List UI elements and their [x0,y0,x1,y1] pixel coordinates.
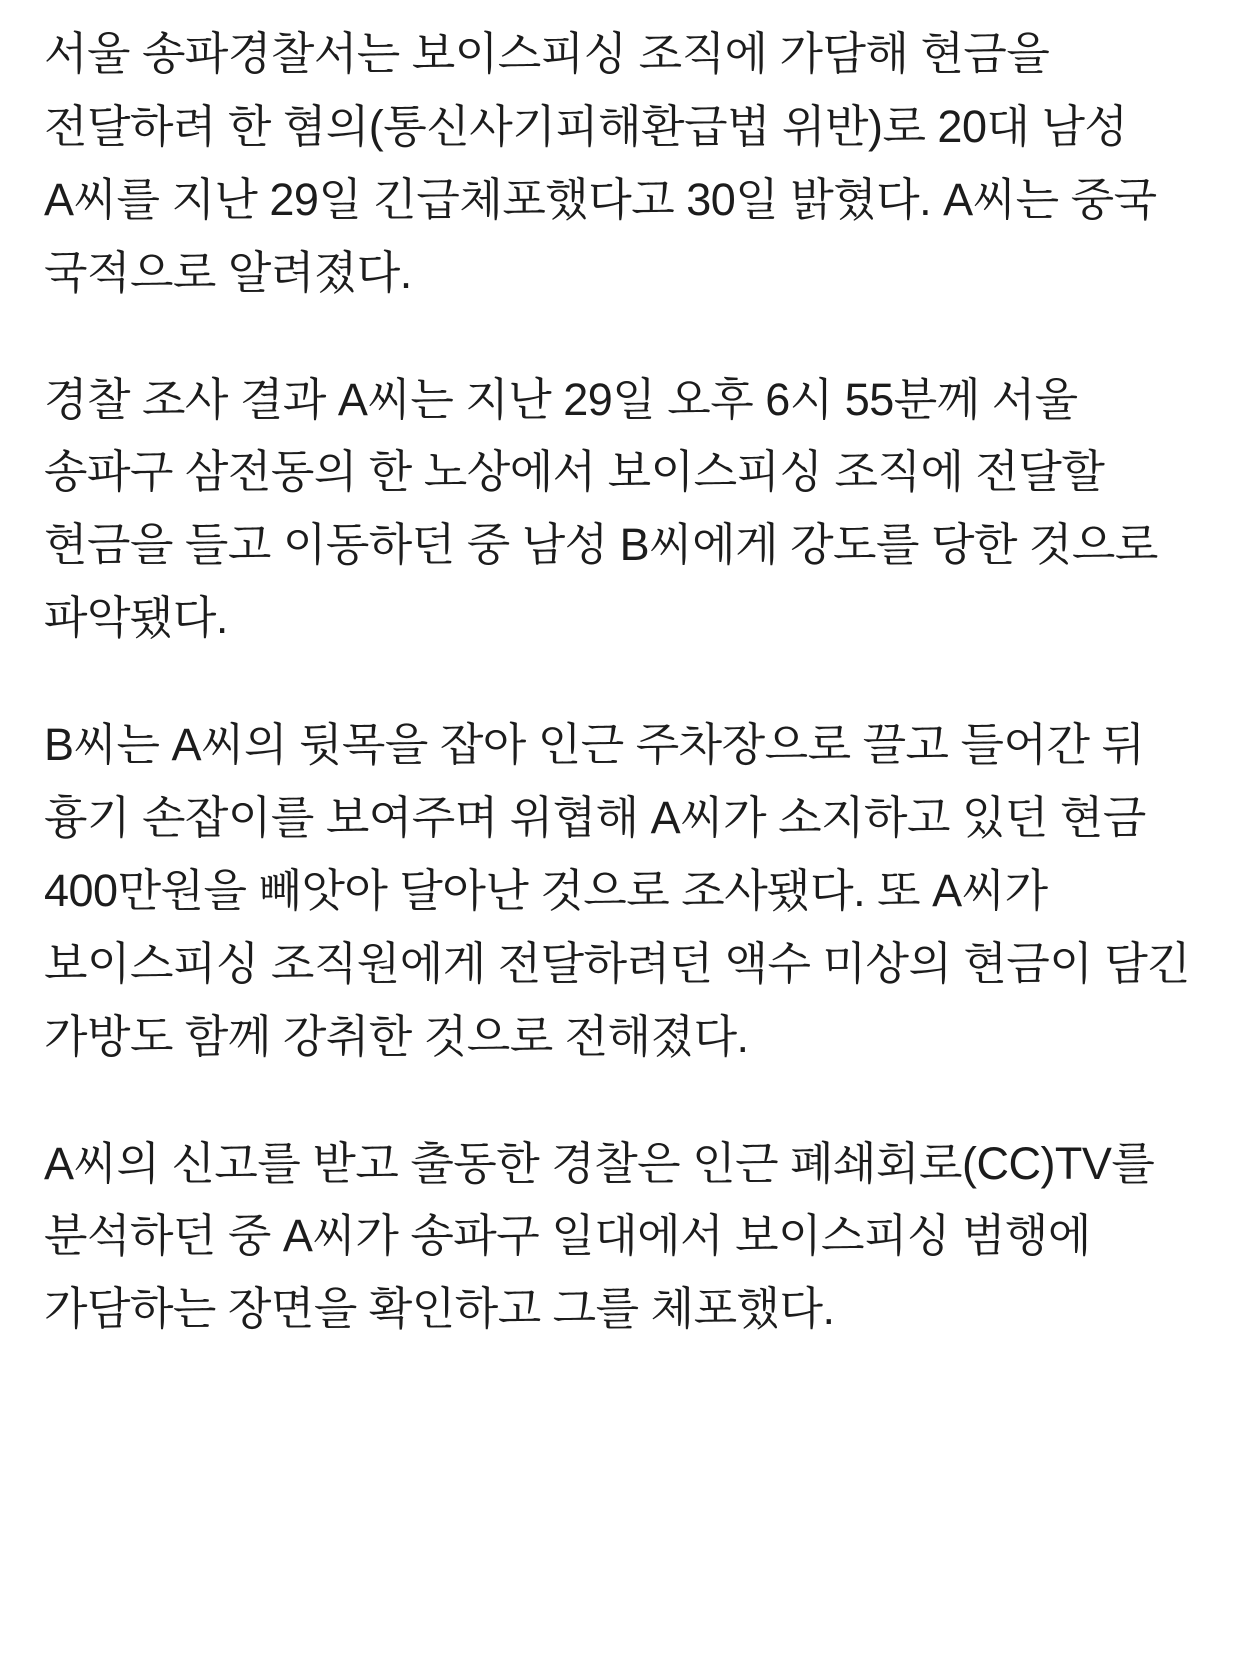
paragraph-1 [44,18,1198,310]
paragraph-4 [44,1128,1198,1347]
plain-text: 은 인근 폐쇄회로(CC)TV를 분석하던 중 A씨가 송파구 일대에서 보이스피싱 범행에 가담하는 장면을 확인하고 그를 체포했다. [44,1137,1155,1335]
paragraph-2 [44,364,1198,656]
highlighted-text: A씨의 신고를 받고 출동한 경찰 [44,1137,638,1189]
plain-text: 서울 송파경찰서는 보이스피싱 조직에 가담해 현금을 전달하려 한 혐의(통신사기피해환급법 위반)로 20대 남성 A씨를 지난 29일 긴급체포했다고 30일 밝혔다. [44,28,1128,225]
highlighted-text: A씨는 중국 국적으로 알려졌다. [44,173,1157,298]
highlighted-text: 경찰 조사 결과 A씨는 지난 29일 오후 6시 55분께 서울 송파구 삼전동의 한 노상에서 보이스피싱 조직에 전달할 현금을 들고 이동하던 중 남성 B씨에게 강도를 당한 것으로 파악됐다. [44,373,1158,644]
paragraph-3 [44,709,1198,1073]
plain-text: B씨는 A씨의 뒷목을 잡아 인근 주차장으로 끌고 들어간 뒤 흉기 손잡이를 보여주며 위협해 A씨가 소지하고 있던 현금 400만원을 빼앗아 달아난 것으로 조사됐다. 또 A씨가 보이스피싱 조직원에게 전달하려던 액수 미상의 현금이 담긴 가방도 함께 강취한 것으로 전해졌다. [44,719,1191,1062]
